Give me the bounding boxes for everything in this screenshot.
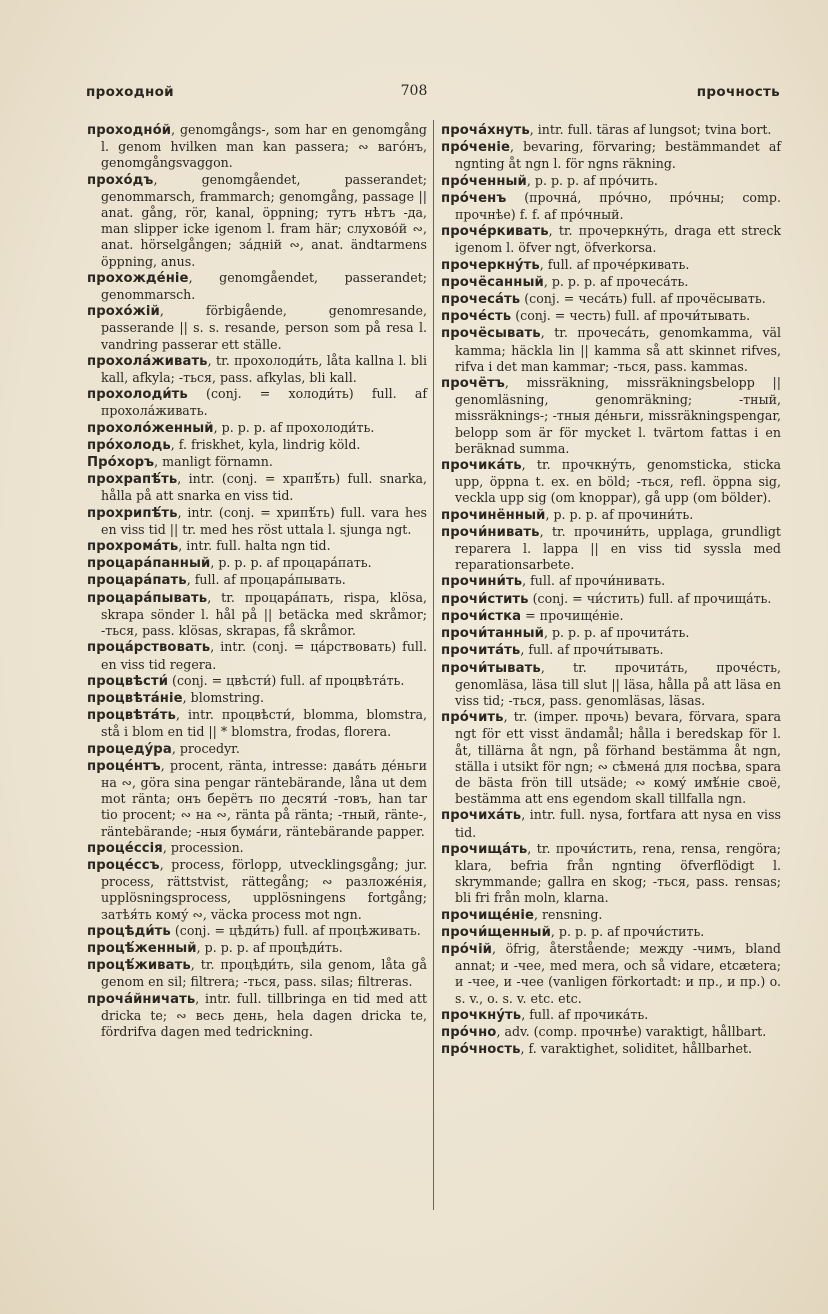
- dictionary-entry: [441, 642, 781, 659]
- dictionary-entry: [441, 257, 781, 274]
- entry-definition: , intr. (conj. = храпѣ́ть) full. snarka, hålla på att snarka en viss tid.: [101, 471, 427, 504]
- entry-headword: прочи́танный: [441, 626, 544, 642]
- entry-headword: прохрома́ть: [87, 539, 179, 555]
- entry-headword: процара́пывать: [87, 590, 208, 606]
- dictionary-entry: [87, 555, 427, 572]
- entry-definition: (conj. = чи́стить) full. af прочища́ть.: [528, 590, 772, 606]
- entry-headword: проче́сть: [441, 309, 512, 325]
- dictionary-entry: [441, 274, 781, 291]
- dictionary-entry: [87, 741, 427, 758]
- entry-definition: , p. p. p. af процѣди́ть.: [196, 939, 343, 955]
- dictionary-entry: [87, 572, 427, 589]
- entry-definition: , intr. процвѣсти́, blomma, blomstra, stå i blom en tid || * blomstra, frodas, florera.: [101, 707, 427, 740]
- entry-definition: , adv. (comp. прочнѣе) varaktigt, hållbart.: [496, 1023, 767, 1039]
- entry-headword: прочита́ть: [441, 643, 521, 659]
- entry-definition: , blomstring.: [182, 689, 265, 705]
- entry-headword: проходно́й: [87, 123, 172, 138]
- dictionary-entry: [441, 291, 781, 308]
- entry-headword: проце́нтъ: [87, 758, 161, 774]
- entry-definition: , p. p. p. af про́чить.: [526, 172, 658, 188]
- entry-headword: про́ченный: [441, 173, 527, 189]
- entry-headword: прохола́живать: [87, 353, 208, 369]
- entry-headword: прохрипѣ́ть: [87, 505, 178, 521]
- dictionary-entry: [441, 573, 781, 590]
- dictionary-entry: [87, 353, 427, 386]
- dictionary-entry: [441, 1007, 781, 1024]
- entry-headword: прохоло́женный: [87, 420, 214, 436]
- dictionary-entry: [441, 841, 781, 907]
- entry-definition: (conj. = цѣди́ть) full. af процѣживать.: [170, 922, 421, 938]
- entry-headword: процеду́ра: [87, 741, 172, 757]
- dictionary-entry: [87, 303, 427, 353]
- entry-definition: , f. varaktighet, soliditet, hållbarhet.: [520, 1041, 752, 1057]
- dictionary-entry: [87, 437, 427, 454]
- left-column: [87, 122, 427, 1040]
- entry-definition: , p. p. p. af прочеса́ть.: [543, 273, 689, 289]
- entry-headword: процара́пать: [87, 573, 187, 589]
- entry-headword: про́ченіе: [441, 140, 510, 156]
- entry-headword: про́чить: [441, 710, 504, 726]
- dictionary-entry: [441, 507, 781, 524]
- entry-headword: про́холодь: [87, 437, 171, 453]
- entry-definition: , full. af прочи́нивать.: [522, 573, 666, 589]
- entry-definition: , intr. full. täras af lungsot; tvina bort.: [529, 122, 772, 137]
- dictionary-entry: [441, 924, 781, 941]
- dictionary-entry: [87, 923, 427, 940]
- entry-definition: , procent, ränta, intresse: дава́ть де́ньги на ∾, göra sina pengar räntebärande, låna ut dem mot ränta; онъ берётъ по десяти́ -товъ, han tar tio procent; ∾ на ∾, ränta på ränta; -тный, ränte-, räntebärande; -ныя бума́ги, räntebärande papper.: [101, 757, 427, 839]
- entry-headword: прочи́стить: [441, 591, 529, 607]
- dictionary-entry: [441, 524, 781, 574]
- entry-headword: проце́ссія: [87, 840, 163, 856]
- entry-headword: прочкну́ть: [441, 1007, 522, 1023]
- dictionary-entry: [441, 173, 781, 190]
- entry-definition: , intr. (conj. = ца́рствовать) full. en viss tid regera.: [101, 639, 427, 672]
- dictionary-entry: [87, 505, 427, 538]
- entry-definition: , missräkning, missräkningsbelopp || genomläsning, genomräkning; -тный, missräknings-; -тныя де́ньги, missräkningspengar, belopp som är för mycket l. tvärtom fattas i en beräknad summa.: [455, 375, 781, 456]
- entry-headword: прохо́жій: [87, 304, 160, 320]
- dictionary-entry: [441, 660, 781, 710]
- dictionary-entry: [87, 454, 427, 471]
- dictionary-entry: [441, 190, 781, 223]
- entry-headword: прохо́дъ: [87, 172, 154, 188]
- dictionary-entry: [87, 673, 427, 690]
- entry-definition: , p. p. p. af прохолоди́ть.: [213, 419, 375, 435]
- entry-definition: , bevaring, förvaring; bestämmandet af ngnting åt ngn l. för ngns räkning.: [455, 139, 781, 172]
- entry-definition: , tr. прочеркну́ть, draga ett streck igenom l. öfver ngt, öfverkorsa.: [455, 223, 781, 256]
- dictionary-entry: [441, 223, 781, 256]
- entry-definition: , intr. full. tillbringa en tid med att dricka te; ∾ весь день, hela dagen dricka te, fördrifva dagen med tedrickning.: [101, 990, 427, 1039]
- entry-headword: прочика́ть: [441, 458, 522, 474]
- entry-headword: процѣди́ть: [87, 923, 171, 939]
- column-divider: [433, 120, 434, 1210]
- entry-definition: , full. af прочика́ть.: [521, 1006, 649, 1022]
- entry-headword: прочётъ: [441, 376, 505, 392]
- dictionary-entry: [441, 709, 781, 807]
- dictionary-entry: [87, 940, 427, 957]
- entry-definition: , tr. (imper. прочь) bevara, förvara, spara ngt för ett visst ändamål; hålla i beredskap för l. åt, tillärna åt ngn, på förhand bestämma åt ngn, ställa i utsikt för ngn; ∾ сѣмена́ для посѣва, spara de bästa frön till utsäde; ∾ кому́ имѣ́ніе своё, bestämma att ens egendom skall tillfalla ngn.: [455, 709, 781, 807]
- entry-headword: прохожде́ніе: [87, 270, 189, 286]
- entry-headword: прохолоди́ть: [87, 387, 188, 403]
- entry-headword: процвѣсти́: [87, 673, 169, 689]
- entry-headword: процвѣта́ть: [87, 708, 176, 724]
- entry-headword: проче́ркивать: [441, 224, 549, 240]
- entry-definition: , tr. прочини́ть, upplaga, grundligt reparera l. lappa || en viss tid syssla med reparationsarbete.: [455, 523, 781, 573]
- entry-definition: , öfrig, återstående; между -чимъ, bland annat; и -чее, med mera, och så vidare, etcætera; и -чее, и -чее (vanligen förkortadt: и пр., и пр.) o. s. v., o. s. v. etc. etc.: [455, 940, 781, 1006]
- page-number: 708: [400, 83, 428, 99]
- entry-definition: , full. af проче́ркивать.: [539, 256, 690, 272]
- dictionary-entry: [441, 457, 781, 507]
- entry-headword: про́чно: [441, 1024, 497, 1040]
- dictionary-entry: [441, 325, 781, 375]
- entry-definition: , genomgåendet, passerandet; genommarsch.: [101, 269, 427, 303]
- entry-definition: , p. p. p. af прочита́ть.: [543, 625, 690, 641]
- entry-headword: прочи́нивать: [441, 524, 540, 540]
- entry-headword: про́ченъ: [441, 190, 507, 206]
- entry-definition: , tr. прохолоди́ть, låta kallna l. bli kall, afkyla; -ться, pass. afkylas, bli kall.: [101, 352, 427, 386]
- dictionary-entry: [87, 690, 427, 707]
- entry-definition: , tr. прочита́ть, проче́сть, genomläsa, läsa till slut || läsa, hålla på att läsa en viss tid; -ться, pass. genomläsas, läsas.: [455, 659, 781, 708]
- entry-definition: , intr. full. halta ngn tid.: [178, 538, 331, 554]
- entry-definition: (conj. = холоди́ть) full. af прохола́живать.: [101, 386, 427, 419]
- entry-definition: (conj. = цвѣсти́) full. af процвѣта́ть.: [168, 672, 405, 688]
- entry-headword: процáрствовать: [87, 640, 211, 656]
- entry-headword: прочище́ніе: [441, 907, 535, 923]
- entry-definition: , p. p. p. af процара́пать.: [210, 555, 372, 571]
- entry-definition: , f. friskhet, kyla, lindrig köld.: [170, 436, 361, 452]
- entry-headword: прохрапѣ́ть: [87, 472, 178, 488]
- dictionary-entry: [441, 941, 781, 1007]
- entry-headword: прочиха́ть: [441, 808, 522, 824]
- dictionary-entry: [87, 957, 427, 990]
- entry-headword: проча́хнуть: [441, 123, 530, 138]
- entry-headword: про́чность: [441, 1042, 521, 1058]
- entry-definition: , förbigående, genomresande, passerande || s. s. resande, person som på resa l. vandring passerar ett ställe.: [101, 303, 427, 352]
- dictionary-entry: [87, 420, 427, 437]
- dictionary-entry: [441, 608, 781, 625]
- dictionary-entry: [441, 591, 781, 608]
- entry-definition: , tr. прочеса́ть, genomkamma, väl kamma; häckla lin || kamma så att skinnet rifves, rifva i det man kammar; -ться, pass. kammas.: [455, 325, 781, 374]
- entry-definition: , procedyr.: [171, 740, 240, 756]
- dictionary-entry: [87, 172, 427, 270]
- entry-headword: прочини́ть: [441, 574, 523, 590]
- dictionary-entry: [441, 907, 781, 924]
- entry-definition: , process, förlopp, utvecklingsgång; jur. process, rättstvist, rättegång; ∾ разложе́нія, upplösningsprocess, upplösningens fortgång; затѣя́ть кому́ ∾, väcka process mot ngn.: [101, 856, 427, 922]
- dictionary-entry: [441, 1024, 781, 1041]
- entry-definition: , tr. процара́пать, rispa, klösa, skrapa sönder l. hål på || betäcka med skråmor; -ться, pass. klösas, skrapas, få skråmor.: [101, 589, 427, 639]
- entry-definition: , full. af процара́пывать.: [186, 572, 346, 588]
- entry-definition: , full. af прочи́тывать.: [520, 642, 664, 658]
- right-column: [441, 122, 781, 1058]
- entry-headword: процара́панный: [87, 556, 211, 572]
- dictionary-entry: [87, 386, 427, 419]
- dictionary-entry: [87, 840, 427, 857]
- entry-definition: , manligt förnamn.: [154, 454, 273, 470]
- running-head-left: проходной: [86, 84, 174, 100]
- entry-headword: прочёсанный: [441, 274, 544, 290]
- entry-headword: прочи́стка: [441, 608, 522, 624]
- dictionary-entry: [87, 122, 427, 172]
- entry-definition: , p. p. p. af прочини́ть.: [545, 506, 694, 522]
- entry-definition: , p. p. p. af прочи́стить.: [550, 923, 705, 939]
- entry-definition: , intr. full. nysa, fortfara att nysa en viss tid.: [455, 807, 781, 840]
- entry-headword: прочинённый: [441, 507, 546, 523]
- entry-definition: , tr. прочи́стить, rena, rensa, rengöra; klara, befria från ngnting öfverflödigt l. skrymmande; gallra en skog; -ться, pass. rensas; bli fri från moln, klarna.: [455, 840, 781, 906]
- entry-headword: прочи́щенный: [441, 924, 551, 940]
- dictionary-entry: [87, 471, 427, 504]
- entry-definition: , tr. процѣди́ть, sila genom, låta gå genom en sil; filtrera; -ться, pass. silas; filtreras.: [101, 957, 427, 990]
- dictionary-entry: [87, 758, 427, 840]
- entry-headword: прочища́ть: [441, 841, 528, 857]
- running-head-right: прочность: [696, 84, 780, 100]
- dictionary-entry: [441, 139, 781, 172]
- dictionary-entry: [441, 625, 781, 642]
- dictionary-entry: [87, 857, 427, 923]
- dictionary-entry: [87, 991, 427, 1041]
- entry-definition: , intr. (conj. = хрипѣ́ть) full. vara hes en viss tid || tr. med hes röst uttala l. sjunga ngt.: [101, 504, 427, 537]
- entry-headword: проча́йничать: [87, 991, 196, 1007]
- entry-headword: прочи́тывать: [441, 660, 541, 676]
- entry-headword: проце́ссъ: [87, 857, 160, 873]
- dictionary-entry: [441, 122, 781, 139]
- entry-headword: прочёсывать: [441, 326, 541, 342]
- entry-headword: процвѣта́ніе: [87, 690, 183, 706]
- dictionary-entry: [87, 707, 427, 740]
- entry-definition: (conj. = чеса́ть) full. af прочёсывать.: [520, 291, 766, 307]
- entry-definition: , genomgåendet, passerandet; genommarsch, frammarch; genomgång, passage || anat. gång, rör, kanal, öppning; тутъ нѣтъ -да, man slipper icke igenom l. fram här; слухово́й ∾, anat. hörselgången; за́дній ∾, anat. ändtarmens öppning, anus.: [101, 171, 427, 269]
- dictionary-entry: [441, 1041, 781, 1058]
- entry-headword: процѣ́женный: [87, 940, 197, 956]
- dictionary-entry: [441, 807, 781, 840]
- entry-definition: (conj. = честь) full. af прочи́тывать.: [511, 308, 751, 324]
- dictionary-entry: [87, 590, 427, 640]
- dictionary-entry: [87, 270, 427, 303]
- entry-definition: , rensning.: [534, 906, 603, 922]
- entry-headword: прочеса́ть: [441, 292, 521, 308]
- entry-definition: , tr. прочкну́ть, genomsticka, sticka upp, öppna t. ex. en böld; -ться, refl. öppna sig, veckla upp sig (om knoppar), gå upp (om bölder).: [455, 457, 781, 506]
- dictionary-entry: [441, 375, 781, 457]
- entry-headword: прочеркну́ть: [441, 257, 540, 273]
- entry-headword: Про́хоръ: [87, 455, 155, 471]
- entry-definition: , genomgångs-, som har en genomgång l. genom hvilken man kan passera; ∾ ваго́нъ, genomgångsvaggon.: [101, 122, 427, 171]
- dictionary-entry: [441, 308, 781, 325]
- entry-definition: (прочна́, про́чно, про́чны; comp. прочнѣе) f. f. af про́чный.: [455, 189, 781, 223]
- entry-definition: , procession.: [162, 839, 244, 855]
- dictionary-entry: [87, 639, 427, 672]
- entry-headword: про́чій: [441, 941, 493, 957]
- dictionary-entry: [87, 538, 427, 555]
- entry-definition: = прочище́ніе.: [521, 607, 624, 623]
- entry-headword: процѣ́живать: [87, 958, 191, 974]
